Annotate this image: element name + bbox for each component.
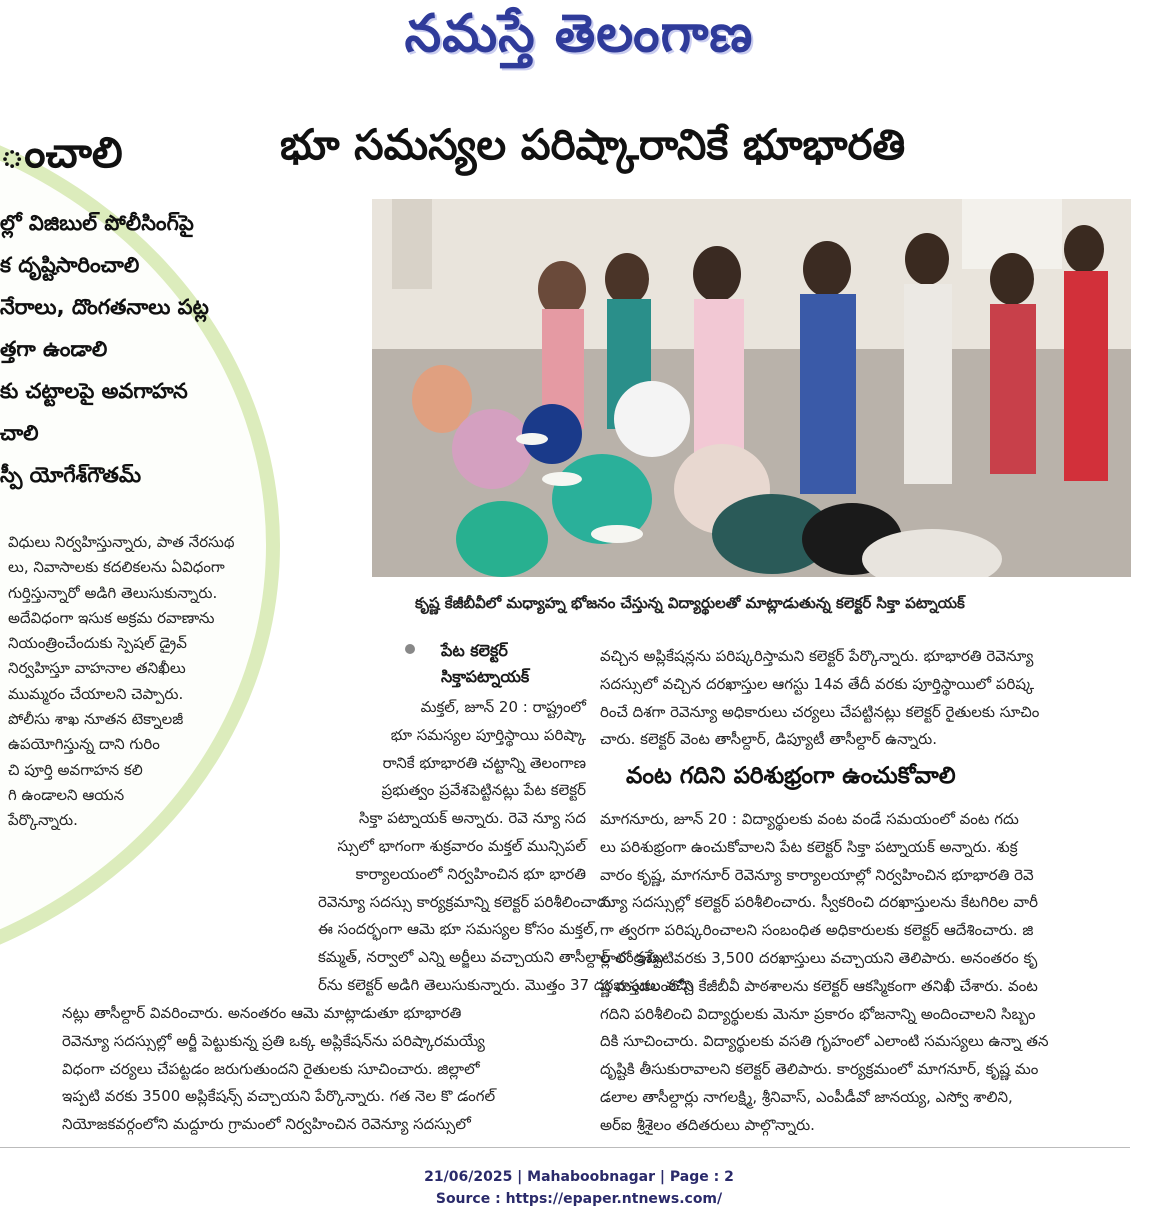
body-line: న్యూ సదస్సుల్లో కలెక్టర్ పరిశీలించారు. స్వీకరించి దరఖాస్తులను కేటగిరిల వారీ: [600, 893, 1038, 912]
left-headline: ంచాలి: [0, 128, 123, 177]
article-column-wide: [62, 1000, 587, 1139]
body-line: ష్ణ మండలంలోని కేజీబీవీ పాఠశాలను కలెక్టర్ ఆకస్మికంగా తనిఖీ చేశారు. వంట: [600, 976, 1038, 995]
highlight-line: ల్లో విజిబుల్ పోలీసింగ్‌పై: [0, 211, 194, 235]
body-line: వచ్చిన అప్లికేషన్లను పరిష్కరిస్తామని కలెక్టర్ పేర్కొన్నారు. భూభారతి రెవెన్యూ: [600, 647, 1034, 665]
highlight-line: నేరాలు, దొంగతనాలు పట్ల: [0, 295, 209, 319]
main-headline: భూ సమస్యల పరిష్కారానికే భూభారతి: [280, 120, 906, 169]
body-line: లు పరిశుభ్రంగా ఉంచుకోవాలని పేట కలెక్టర్ సిక్తా పట్నాయక్ అన్నారు. శుక్ర: [600, 837, 1018, 856]
byline-line: పేట కలెక్టర్: [441, 641, 508, 660]
footer-divider: [0, 1147, 1130, 1148]
left-highlights: [0, 202, 270, 496]
sub-article-body: [600, 806, 1135, 1140]
body-line: విధులు నిర్వహిస్తున్నారు, పాత నేరసుథ: [8, 533, 235, 551]
body-line: చి పూర్తి అవగాహన కలి: [8, 760, 143, 779]
body-line: ర్‌ను కలెక్టర్ అడిగి తెలుసుకున్నారు. మొత్తం 37 దరఖాస్తులు వచ్చి: [318, 975, 694, 994]
left-article: [0, 100, 300, 985]
body-line: నట్లు తాసీల్దార్ వివరించారు. అనంతరం ఆమె మాట్లాడుతూ భూభారతి: [62, 1004, 462, 1022]
footer: [0, 1166, 1158, 1210]
masthead: [0, 0, 1158, 80]
photo-caption: కృష్ణ కేజీబీవీలో మధ్యాహ్న భోజనం చేస్తున్న విద్యార్థులతో మాట్లాడుతున్న కలెక్టర్ సిక్తా పట్నాయక్: [415, 594, 965, 612]
article-column-short: [318, 694, 694, 1000]
highlight-line: క దృష్టిసారించాలి: [0, 253, 140, 277]
body-line: ఈ సందర్భంగా ఆమె భూ సమస్యల కోసం మక్తల్,: [318, 920, 599, 939]
body-line: విధంగా చర్యలు చేపట్టడం జరుగుతుందని రైతులకు సూచించారు. జిల్లాలో: [62, 1059, 480, 1078]
body-line: గదిని పరిశీలించి విద్యార్థులకు మెనూ ప్రకారం భోజనాన్ని అందించాలని సిబ్బం: [600, 1004, 1036, 1023]
left-body-text: [8, 530, 293, 834]
body-line: నిర్వహిస్తూ వాహనాల తనిఖీలు: [8, 659, 186, 678]
body-line: పేర్కొన్నారు.: [8, 811, 78, 830]
byline-line: సిక్తాపట్నాయక్: [441, 667, 530, 686]
news-photo: [372, 199, 1131, 577]
body-line: కమ్మత్, నర్వాలో ఎన్ని అర్జీలు వచ్చాయని తాసీల్దార్ చంద్రశేఖ: [318, 948, 664, 967]
article-column-right: [600, 643, 1135, 754]
body-line: నియోజకవర్గంలోని మద్దూరు గ్రామంలో నిర్వహించిన రెవెన్యూ సదస్సులో: [62, 1115, 471, 1134]
body-line: సిక్తా పట్నాయక్ అన్నారు. రెవె న్యూ సద: [358, 809, 586, 828]
body-line: స్సులో భాగంగా శుక్రవారం మక్తల్ మున్సిపల్: [337, 836, 586, 855]
body-line: భూ సమస్యల పూర్తిస్థాయి పరిష్కా: [390, 725, 586, 744]
body-line: రించే దిశగా రెవెన్యూ అధికారులు చర్యలు చేపట్టినట్లు కలెక్టర్ రైతులకు సూచిం: [600, 702, 1040, 721]
highlight-line: కు చట్టాలపై అవగాహన: [0, 379, 188, 403]
footer-date-edition: 21/06/2025 | Mahaboobnagar | Page : 2: [424, 1169, 734, 1185]
body-line: ముమ్మరం చేయాలని చెప్పారు.: [8, 684, 184, 703]
body-line: అర్ఐ శ్రీశైలం తదితరులు పాల్గొన్నారు.: [600, 1115, 815, 1134]
sub-headline: వంట గదిని పరిశుభ్రంగా ఉంచుకోవాలి: [626, 763, 956, 789]
byline: [405, 638, 575, 690]
body-line: రెవెన్యూ సదస్సుల్లో అర్జీ పెట్టుకున్న ప్రతి ఒక్క అప్లికేషన్‌ను పరిష్కారమయ్యే: [62, 1031, 485, 1050]
photo-illustration: [372, 199, 1131, 577]
body-line: సదస్సులో వచ్చిన దరఖాస్తుల ఆగస్టు 14వ తేదీ వరకు పూర్తిస్థాయిలో పరిష్క: [600, 674, 1035, 693]
masthead-title: నమస్తే తెలంగాణ: [404, 4, 754, 64]
body-line: దృష్టికి తీసుకురావాలని కలెక్టర్ తెలిపారు. కార్యక్రమంలో మాగనూర్, కృష్ణ మం: [600, 1060, 1039, 1079]
body-line: ప్రభుత్వం ప్రవేశపెట్టినట్లు పేట కలెక్టర్: [381, 781, 586, 800]
body-line: రానికే భూభారతి చట్టాన్ని తెలంగాణ: [382, 753, 586, 772]
body-line: డలాల తాసీల్దార్లు నాగలక్ష్మి, శ్రీనివాస్, ఎంపీడీవో జానయ్య, ఎస్వో శాలిని,: [600, 1087, 1013, 1106]
body-line: పోలీసు శాఖ నూతన టెక్నాలజీ: [8, 710, 184, 729]
footer-source-link[interactable]: Source : https://epaper.ntnews.com/: [435, 1191, 723, 1207]
body-line: మాగనూరు, జూన్ 20 : విద్యార్థులకు వంట వండే సమయంలో వంట గదు: [600, 810, 1019, 828]
bullet-icon: [405, 644, 415, 654]
body-line: ల్లాలో ఇప్పటివరకు 3,500 దరఖాస్తులు వచ్చాయని తెలిపారు. అనంతరం కృ: [600, 948, 1038, 967]
body-line: గి ఉండాలని ఆయన: [8, 785, 125, 804]
body-line: దికి సూచించారు. విద్యార్థులకు వసతి గృహంలో ఎలాంటి సమస్యలు ఉన్నా తన: [600, 1032, 1049, 1051]
highlight-line: త్తగా ఉండాలి: [0, 337, 108, 361]
body-line: కార్యాలయంలో నిర్వహించిన భూ భారతి: [355, 864, 586, 883]
highlight-line: స్పీ యోగేశ్‌గౌతమ్: [0, 463, 142, 487]
body-line: లు, నివాసాలకు కదలికలను ఏవిధంగా: [8, 558, 225, 577]
body-line: రెవెన్యూ సదస్సు కార్యక్రమాన్ని కలెక్టర్ పరిశీలించారు.: [318, 892, 616, 911]
body-line: గుర్తిస్తున్నారో అడిగి తెలుసుకున్నారు.: [8, 583, 218, 602]
body-line: గా త్వరగా పరిష్కరించాలని సంబంధిత అధికారులకు కలెక్టర్ ఆదేశించారు. జి: [600, 921, 1034, 940]
highlight-line: చాలి: [0, 421, 39, 445]
body-line: మక్తల్, జూన్ 20 : రాష్ట్రంలో: [420, 698, 586, 716]
body-line: ఇప్పటి వరకు 3500 అప్లికేషన్స్ వచ్చాయని పేర్కొన్నారు. గత నెల కొ డంగల్: [62, 1087, 496, 1106]
body-line: వారం కృష్ణ, మాగనూర్ రెవెన్యూ కార్యాలయాల్లో నిర్వహించిన భూభారతి రెవె: [600, 865, 1034, 884]
body-line: నియంత్రించేందుకు స్పెషల్ డ్రైవ్: [8, 634, 187, 653]
body-line: ఉపయోగిస్తున్న దాని గురిం: [8, 735, 160, 754]
body-line: అదేవిధంగా ఇసుక అక్రమ రవాణాను: [8, 608, 215, 627]
body-line: చారు. కలెక్టర్ వెంట తాసీల్దార్, డిప్యూటీ తాసీల్దార్ ఉన్నారు.: [600, 730, 938, 749]
